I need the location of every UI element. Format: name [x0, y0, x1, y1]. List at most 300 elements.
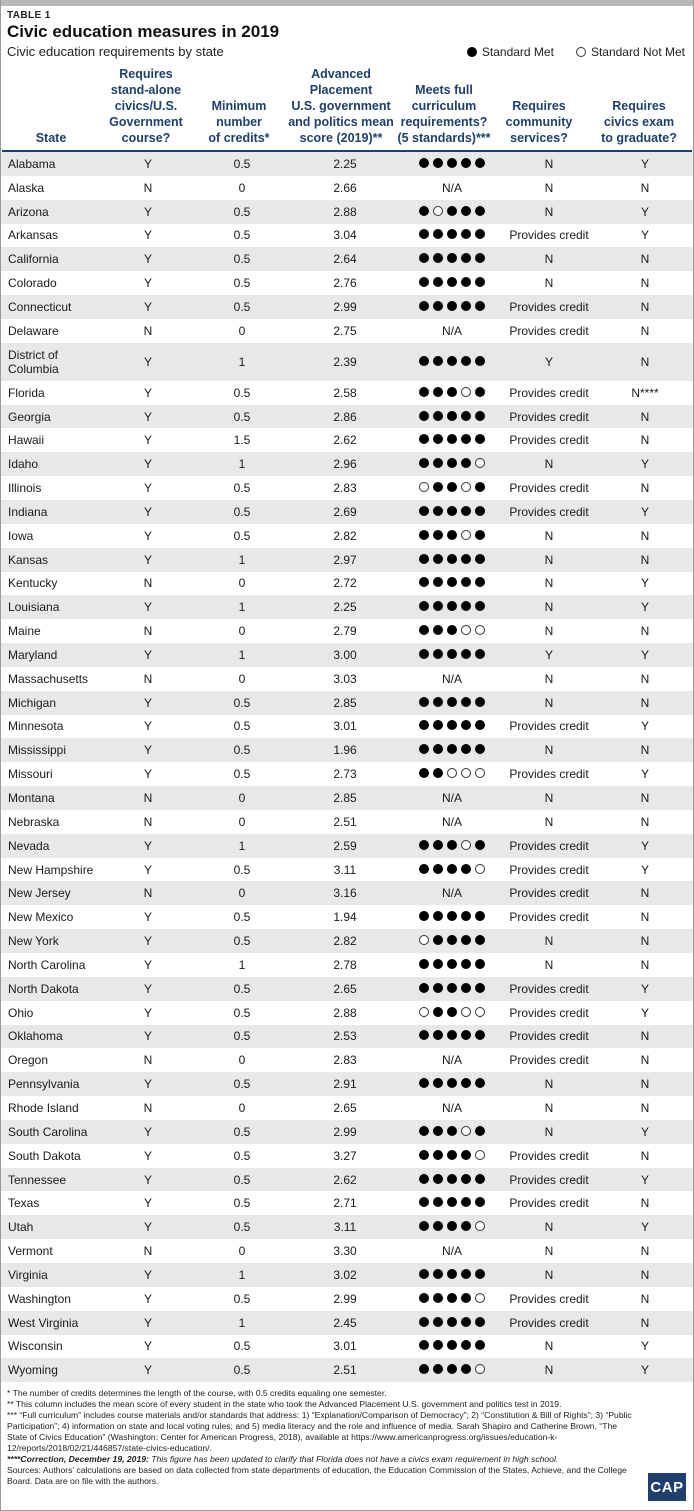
table-row: [1, 858, 693, 882]
standards-cell: [403, 715, 501, 739]
standard-not-met-dot-icon: [447, 768, 457, 778]
standard-met-dot-icon: [475, 506, 485, 516]
standard-met-dot-icon: [461, 1293, 471, 1303]
state-cell: Nevada: [8, 838, 50, 853]
standard-met-dot-icon: [475, 649, 485, 659]
standards-cell: [403, 1168, 501, 1192]
state-cell: Tennessee: [8, 1172, 67, 1187]
community-cell: Provides credit: [509, 862, 589, 877]
community-cell: Provides credit: [509, 838, 589, 853]
standard-met-dot-icon: [419, 1150, 429, 1160]
credits-cell: 0.5: [233, 1196, 251, 1211]
standard-met-dot-icon: [447, 1150, 457, 1160]
course-cell: Y: [143, 695, 152, 710]
standards-dots: [419, 506, 485, 516]
correction-note: [7, 1454, 637, 1465]
standard-met-dot-icon: [447, 1030, 457, 1040]
standard-met-dot-icon: [447, 301, 457, 311]
standards-dots: [419, 864, 485, 874]
course-cell: Y: [143, 354, 152, 369]
state-cell: Florida: [8, 385, 45, 400]
standard-met-dot-icon: [447, 1317, 457, 1327]
standard-met-dot-icon: [475, 554, 485, 564]
standards-cell: [403, 905, 501, 929]
standard-met-dot-icon: [447, 911, 457, 921]
community-cell: N: [544, 552, 554, 567]
standard-not-met-dot-icon: [419, 1007, 429, 1017]
standard-not-met-dot-icon: [475, 1293, 485, 1303]
community-cell: N: [544, 276, 554, 291]
table-row: [1, 786, 693, 810]
table-row: [1, 200, 693, 224]
score-cell: 2.39: [333, 354, 357, 369]
score-cell: 2.88: [333, 204, 357, 219]
standards-dots: [419, 1007, 485, 1017]
standards-dots: [419, 411, 485, 421]
score-cell: 2.99: [333, 1124, 357, 1139]
standard-met-dot-icon: [447, 625, 457, 635]
state-cell: Indiana: [8, 504, 48, 519]
community-cell: N: [544, 156, 554, 171]
standard-met-dot-icon: [447, 840, 457, 850]
course-cell: Y: [143, 647, 152, 662]
standard-met-dot-icon: [433, 768, 443, 778]
table-row: [1, 1215, 693, 1239]
standard-not-met-dot-icon: [475, 1150, 485, 1160]
course-cell: Y: [143, 934, 152, 949]
standard-met-dot-icon: [433, 458, 443, 468]
standards-cell: [403, 1311, 501, 1335]
standard-not-met-dot-icon: [475, 1221, 485, 1231]
standard-met-dot-icon: [433, 1221, 443, 1231]
standard-met-dot-icon: [433, 1340, 443, 1350]
standard-met-dot-icon: [433, 935, 443, 945]
standard-met-dot-icon: [461, 356, 471, 366]
standard-met-dot-icon: [419, 1126, 429, 1136]
score-cell: 2.99: [333, 1291, 357, 1306]
exam-cell: N: [640, 671, 650, 686]
credits-cell: 0: [238, 1100, 246, 1115]
state-cell: Illinois: [8, 481, 42, 496]
course-cell: Y: [143, 385, 152, 400]
standard-met-dot-icon: [447, 158, 457, 168]
standard-met-dot-icon: [461, 983, 471, 993]
score-cell: 2.85: [333, 695, 357, 710]
community-cell: Provides credit: [509, 323, 589, 338]
credits-cell: 0: [238, 624, 246, 639]
exam-cell: N: [640, 934, 650, 949]
standard-met-dot-icon: [447, 697, 457, 707]
standard-met-dot-icon: [419, 158, 429, 168]
standard-met-dot-icon: [419, 1269, 429, 1279]
standard-met-dot-icon: [461, 253, 471, 263]
standard-met-dot-icon: [461, 864, 471, 874]
table-row: [1, 1144, 693, 1168]
standard-met-dot-icon: [433, 530, 443, 540]
standard-met-dot-icon: [475, 601, 485, 611]
standard-met-dot-icon: [419, 206, 429, 216]
standards-cell: [403, 428, 501, 452]
exam-cell: N: [640, 886, 650, 901]
score-cell: 3.01: [333, 1339, 357, 1354]
table-row: [1, 1335, 693, 1359]
standard-met-dot-icon: [433, 301, 443, 311]
standard-met-dot-icon: [447, 649, 457, 659]
credits-cell: 0.5: [233, 252, 251, 267]
standard-met-dot-icon: [447, 1126, 457, 1136]
course-cell: Y: [143, 1363, 152, 1378]
state-cell: Missouri: [8, 767, 53, 782]
table-row: [1, 224, 693, 248]
course-cell: Y: [143, 838, 152, 853]
standard-met-dot-icon: [433, 601, 443, 611]
course-cell: Y: [143, 409, 152, 424]
standards-dots: [419, 744, 485, 754]
header-line: Requires: [612, 99, 666, 113]
standards-cell: [403, 834, 501, 858]
table-row: [1, 1096, 693, 1120]
credits-cell: 0: [238, 323, 246, 338]
community-cell: Provides credit: [509, 719, 589, 734]
course-cell: Y: [143, 252, 152, 267]
score-cell: 3.27: [333, 1148, 357, 1163]
community-cell: Provides credit: [509, 1315, 589, 1330]
credits-cell: 0.5: [233, 385, 251, 400]
standard-met-dot-icon: [475, 1317, 485, 1327]
credits-cell: 1: [238, 552, 246, 567]
state-cell: Mississippi: [8, 743, 67, 758]
standard-met-dot-icon: [433, 158, 443, 168]
state-cell: Arkansas: [8, 228, 59, 243]
standard-met-dot-icon: [419, 744, 429, 754]
course-cell: N: [143, 1244, 153, 1259]
standards-cell: [403, 762, 501, 786]
standard-met-dot-icon: [447, 506, 457, 516]
standard-met-dot-icon: [433, 1007, 443, 1017]
standard-met-dot-icon: [475, 356, 485, 366]
standard-met-dot-icon: [447, 720, 457, 730]
standard-met-dot-icon: [419, 1317, 429, 1327]
footnotes: [1, 1382, 643, 1487]
state-cell: California: [8, 252, 59, 267]
course-cell: Y: [143, 1267, 152, 1282]
exam-cell: N: [640, 743, 650, 758]
exam-cell: N: [640, 1244, 650, 1259]
table-row: [1, 548, 693, 572]
credits-cell: 0.5: [233, 934, 251, 949]
score-cell: 2.85: [333, 791, 357, 806]
standards-dots: [419, 530, 485, 540]
table-header: [1, 62, 693, 150]
state-cell: West Virginia: [8, 1315, 79, 1330]
score-cell: 2.71: [333, 1196, 357, 1211]
state-cell: Hawaii: [8, 433, 45, 448]
standards-dots: [419, 720, 485, 730]
standard-met-dot-icon: [433, 1269, 443, 1279]
community-cell: N: [544, 1100, 554, 1115]
standard-met-dot-icon: [433, 959, 443, 969]
standards-dots: [419, 1150, 485, 1160]
standards-dots: [419, 1197, 485, 1207]
credits-cell: 1: [238, 354, 246, 369]
score-cell: 2.65: [333, 1100, 357, 1115]
standard-not-met-dot-icon: [475, 458, 485, 468]
standard-met-dot-icon: [461, 1340, 471, 1350]
score-cell: 2.79: [333, 624, 357, 639]
table-row: [1, 1168, 693, 1192]
table-row: [1, 619, 693, 643]
standards-dots: [419, 1126, 485, 1136]
standard-met-dot-icon: [447, 458, 457, 468]
standards-cell: [403, 271, 501, 295]
exam-cell: Y: [640, 838, 649, 853]
credits-cell: 0.5: [233, 695, 251, 710]
score-cell: 2.25: [333, 156, 357, 171]
standard-not-met-dot-icon: [461, 1007, 471, 1017]
community-cell: Provides credit: [509, 409, 589, 424]
standard-met-dot-icon: [461, 158, 471, 168]
standard-met-dot-icon: [433, 1174, 443, 1184]
credits-cell: 0.5: [233, 156, 251, 171]
standards-cell: [403, 595, 501, 619]
course-cell: N: [143, 576, 153, 591]
header-community: [491, 98, 587, 146]
score-cell: 2.75: [333, 323, 357, 338]
credits-cell: 0.5: [233, 1005, 251, 1020]
standards-cell: [403, 1358, 501, 1382]
state-cell: Nebraska: [8, 814, 60, 829]
standard-met-dot-icon: [461, 959, 471, 969]
table-row: [1, 762, 693, 786]
standards-cell: [403, 929, 501, 953]
credits-cell: 0.5: [233, 767, 251, 782]
standard-met-dot-icon: [461, 277, 471, 287]
standards-cell: [403, 381, 501, 405]
credits-cell: 0.5: [233, 504, 251, 519]
credits-cell: 0: [238, 1053, 246, 1068]
table-row: [1, 595, 693, 619]
course-cell: N: [143, 886, 153, 901]
standard-met-dot-icon: [433, 554, 443, 564]
standard-met-dot-icon: [475, 911, 485, 921]
community-cell: Provides credit: [509, 886, 589, 901]
state-cell: Alaska: [8, 180, 45, 195]
standard-met-dot-icon: [419, 864, 429, 874]
score-cell: 3.02: [333, 1267, 357, 1282]
standard-met-dot-icon: [447, 434, 457, 444]
standards-dots: [419, 1293, 485, 1303]
course-cell: Y: [143, 457, 152, 472]
credits-cell: 0: [238, 886, 246, 901]
standards-cell: [403, 643, 501, 667]
community-cell: Provides credit: [509, 910, 589, 925]
community-cell: Provides credit: [509, 1172, 589, 1187]
standards-cell: [403, 476, 501, 500]
header-line: Government: [109, 115, 183, 129]
standard-met-dot-icon: [447, 1269, 457, 1279]
course-cell: Y: [143, 1339, 152, 1354]
community-cell: Y: [544, 647, 553, 662]
state-cell: Texas: [8, 1196, 40, 1211]
course-cell: N: [143, 180, 153, 195]
standards-cell: [403, 1287, 501, 1311]
exam-cell: N: [640, 957, 650, 972]
standard-met-dot-icon: [433, 625, 443, 635]
table-row: [1, 1239, 693, 1263]
standard-met-dot-icon: [433, 229, 443, 239]
standards-dots: [419, 206, 485, 216]
state-cell: Alabama: [8, 156, 56, 171]
score-cell: 2.91: [333, 1077, 357, 1092]
standard-met-dot-icon: [461, 1150, 471, 1160]
exam-cell: Y: [640, 204, 649, 219]
standards-cell: [403, 572, 501, 596]
standards-dots: [419, 768, 485, 778]
standard-met-dot-icon: [475, 1269, 485, 1279]
standard-met-dot-icon: [433, 864, 443, 874]
state-cell: Georgia: [8, 409, 51, 424]
standard-met-dot-icon: [475, 959, 485, 969]
standard-met-dot-icon: [419, 506, 429, 516]
state-cell: Vermont: [8, 1244, 53, 1259]
legend-met: [467, 45, 554, 59]
header-standalone: [96, 66, 196, 146]
score-cell: 2.99: [333, 299, 357, 314]
standards-cell: [403, 524, 501, 548]
exam-cell: N: [640, 624, 650, 639]
community-cell: Provides credit: [509, 228, 589, 243]
score-cell: 2.64: [333, 252, 357, 267]
table-row: [1, 500, 693, 524]
header-exam: [591, 98, 687, 146]
score-cell: 2.25: [333, 600, 357, 615]
standard-met-dot-icon: [433, 411, 443, 421]
standard-met-dot-icon: [475, 158, 485, 168]
standard-met-dot-icon: [447, 206, 457, 216]
standard-not-met-dot-icon: [461, 387, 471, 397]
score-cell: 1.94: [333, 910, 357, 925]
table-row: [1, 691, 693, 715]
standard-met-dot-icon: [447, 1340, 457, 1350]
standard-met-dot-icon: [433, 482, 443, 492]
subtitle-row: [1, 42, 693, 62]
state-cell: Wisconsin: [8, 1339, 63, 1354]
score-cell: 2.76: [333, 276, 357, 291]
standards-dots: [419, 277, 485, 287]
header-line: and politics mean: [288, 115, 394, 129]
table-row: [1, 452, 693, 476]
header-line: Requires: [512, 99, 566, 113]
filled-dot-icon: [467, 47, 477, 57]
community-cell: N: [544, 814, 554, 829]
standard-met-dot-icon: [461, 1364, 471, 1374]
score-cell: 3.00: [333, 647, 357, 662]
header-line: Advanced: [311, 67, 371, 81]
state-cell: South Dakota: [8, 1148, 81, 1163]
footnote-2: ** This column includes the mean score of every student in the state who took the Advanced Placement U.S. government and politics test in 2019.: [7, 1399, 562, 1410]
exam-cell: N: [640, 1196, 650, 1211]
credits-cell: 0.5: [233, 862, 251, 877]
score-cell: 2.86: [333, 409, 357, 424]
standard-met-dot-icon: [419, 356, 429, 366]
credits-cell: 0.5: [233, 1172, 251, 1187]
exam-cell: Y: [640, 156, 649, 171]
standard-not-met-dot-icon: [461, 840, 471, 850]
standard-met-dot-icon: [419, 959, 429, 969]
score-cell: 2.65: [333, 981, 357, 996]
standard-not-met-dot-icon: [461, 625, 471, 635]
credits-cell: 0.5: [233, 1124, 251, 1139]
table-row: [1, 524, 693, 548]
legend-met-label: Standard Met: [481, 45, 554, 59]
standard-met-dot-icon: [419, 577, 429, 587]
state-cell: Maine: [8, 624, 41, 639]
state-cell: South Carolina: [8, 1124, 88, 1139]
standards-cell: [403, 953, 501, 977]
standard-met-dot-icon: [447, 356, 457, 366]
standard-met-dot-icon: [461, 411, 471, 421]
state-cell: Delaware: [8, 323, 59, 338]
standards-cell: [403, 738, 501, 762]
community-cell: Provides credit: [509, 1029, 589, 1044]
standards-dots: [419, 1269, 485, 1279]
course-cell: N: [143, 814, 153, 829]
standard-met-dot-icon: [475, 983, 485, 993]
standard-met-dot-icon: [433, 1030, 443, 1040]
state-cell: Connecticut: [8, 299, 72, 314]
standard-met-dot-icon: [475, 434, 485, 444]
course-cell: Y: [143, 767, 152, 782]
table-row: [1, 295, 693, 319]
table-row: [1, 905, 693, 929]
standard-not-met-dot-icon: [461, 530, 471, 540]
community-cell: N: [544, 1267, 554, 1282]
standards-dots: [419, 554, 485, 564]
credits-cell: 0: [238, 814, 246, 829]
header-line: civics exam: [603, 115, 675, 129]
standard-met-dot-icon: [433, 1317, 443, 1327]
standard-met-dot-icon: [475, 277, 485, 287]
community-cell: N: [544, 457, 554, 472]
standards-cell: N/A: [441, 791, 462, 806]
table-row: [1, 1191, 693, 1215]
state-cell: Virginia: [8, 1267, 48, 1282]
table-row: [1, 953, 693, 977]
standard-met-dot-icon: [461, 911, 471, 921]
standard-met-dot-icon: [447, 601, 457, 611]
community-cell: Provides credit: [509, 481, 589, 496]
standard-met-dot-icon: [475, 387, 485, 397]
standards-dots: [419, 482, 485, 492]
table-row: [1, 247, 693, 271]
standard-met-dot-icon: [447, 1078, 457, 1088]
credits-cell: 0.5: [233, 228, 251, 243]
standard-met-dot-icon: [447, 864, 457, 874]
score-cell: 2.78: [333, 957, 357, 972]
table-row: [1, 271, 693, 295]
state-cell: Rhode Island: [8, 1100, 79, 1115]
standards-dots: [419, 577, 485, 587]
course-cell: Y: [143, 433, 152, 448]
standard-met-dot-icon: [419, 768, 429, 778]
standard-met-dot-icon: [419, 253, 429, 263]
credits-cell: 0.5: [233, 409, 251, 424]
standards-cell: N/A: [441, 323, 462, 338]
standards-cell: [403, 1001, 501, 1025]
standard-met-dot-icon: [433, 911, 443, 921]
table-row: [1, 476, 693, 500]
course-cell: Y: [143, 156, 152, 171]
